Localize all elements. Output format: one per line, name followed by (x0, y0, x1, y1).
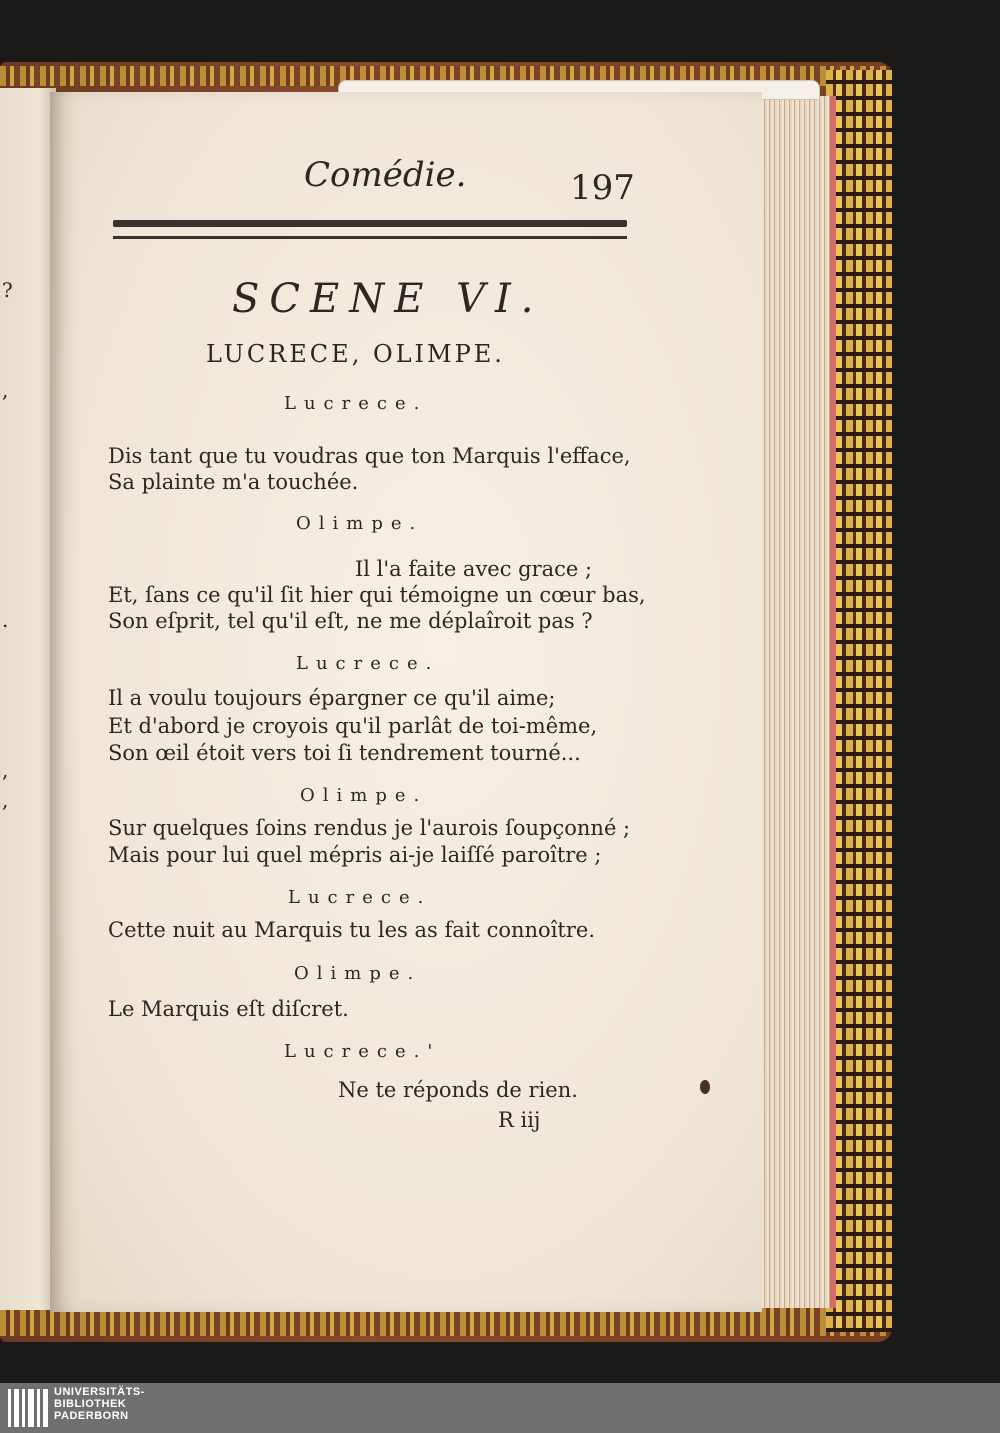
characters-heading: LUCRECE, OLIMPE. (206, 340, 505, 368)
speaker-name: Lucrece. (288, 887, 432, 908)
verse-line: Son eſprit, tel qu'il eſt, ne me déplaîroit pas ? (108, 609, 593, 633)
verse-line: Sa plainte m'a touchée. (108, 470, 359, 494)
library-name-line: PADERBORN (54, 1410, 129, 1422)
left-page-mark: , (2, 788, 9, 812)
verse-line: Sur quelques ſoins rendus je l'aurois ſoupçonné ; (108, 816, 631, 840)
library-logo-icon (8, 1389, 48, 1427)
speaker-name: Lucrece. (296, 653, 440, 674)
verse-line: Son œil étoit vers toi ſi tendrement tourné... (108, 741, 581, 765)
verse-line: Il a voulu toujours épargner ce qu'il aime; (108, 686, 556, 710)
left-page-mark: . (2, 608, 9, 632)
scene-title: SCENE VI. (232, 276, 544, 322)
library-name (54, 1386, 145, 1422)
speaker-name: Olimpe. (296, 513, 424, 534)
gilt-edge-bottom (0, 1308, 890, 1336)
left-page-mark: , (2, 758, 9, 782)
footer-bar (0, 1383, 1000, 1433)
verse-line: Mais pour lui quel mépris ai-je laiſſé paroître ; (108, 843, 602, 867)
running-head: Comédie. (304, 155, 467, 195)
page-number: 197 (570, 168, 635, 208)
library-name-line: UNIVERSITÄTS- (54, 1386, 145, 1398)
signature-mark: R iij (498, 1108, 541, 1132)
speaker-name: Olimpe. (294, 963, 422, 984)
speaker-name: Lucrece. (284, 393, 428, 414)
verse-line: Dis tant que tu voudras que ton Marquis l'efface, (108, 444, 631, 468)
left-page-mark: , (2, 378, 9, 402)
verse-line: Cette nuit au Marquis tu les as fait connoître. (108, 918, 595, 942)
library-name-line: BIBLIOTHEK (54, 1398, 127, 1410)
verse-line: Et, ſans ce qu'il ſit hier qui témoigne un cœur bas, (108, 583, 646, 607)
left-page-fragment (0, 88, 56, 1310)
verse-line: Il l'a faite avec grace ; (355, 557, 593, 581)
verse-line: Et d'abord je croyois qu'il parlât de toi-même, (108, 714, 598, 738)
ink-spot (700, 1080, 710, 1094)
head-rule-thick (113, 220, 627, 227)
verse-line: Ne te réponds de rien. (338, 1078, 578, 1102)
head-rule-thin (113, 236, 627, 239)
speaker-name: Olimpe. (300, 785, 428, 806)
verse-line: Le Marquis eſt diſcret. (108, 997, 349, 1021)
page-edges (752, 96, 836, 1308)
speaker-name: Lucrece.' (284, 1041, 441, 1062)
left-page-mark: ? (2, 278, 13, 302)
